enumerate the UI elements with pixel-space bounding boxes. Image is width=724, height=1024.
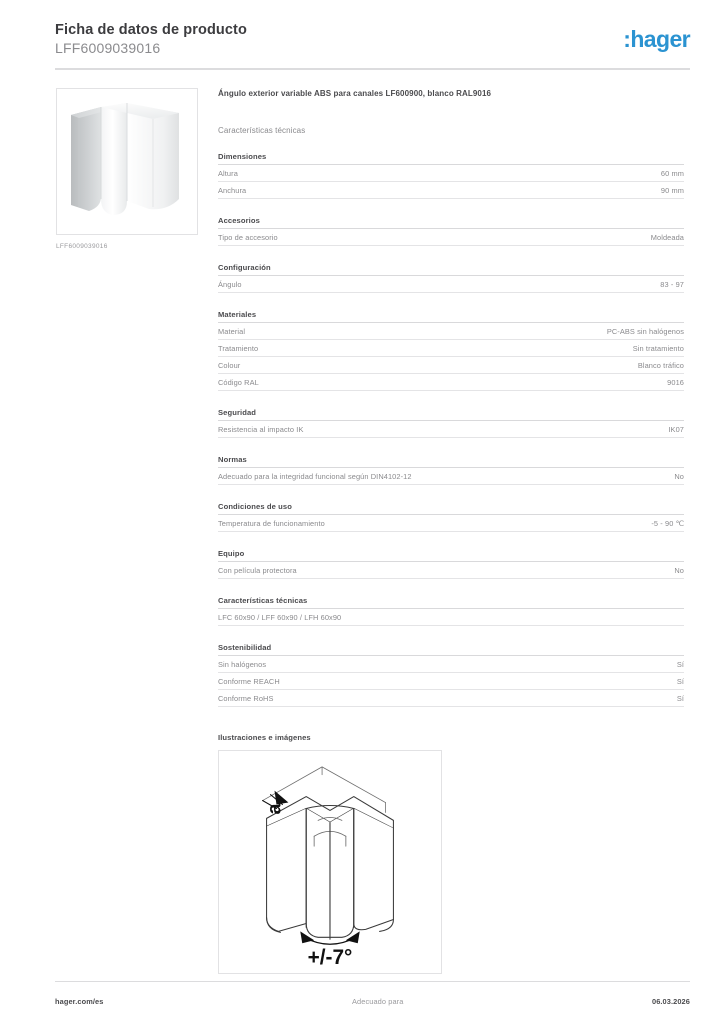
- page-title: Ficha de datos de producto: [55, 22, 247, 38]
- spec-row: [218, 421, 684, 438]
- spec-key: Tratamiento: [218, 343, 259, 353]
- dimension-arrow-a: [275, 791, 289, 805]
- spec-row: [218, 468, 684, 485]
- spec-key: Colour: [218, 360, 241, 370]
- spec-key: Ángulo: [218, 279, 242, 289]
- spec-value: Sí: [676, 659, 684, 669]
- spec-key: Con película protectora: [218, 565, 297, 575]
- spec-value: Moldeada: [650, 232, 684, 242]
- spec-value: PC-ABS sin halógenos: [606, 326, 684, 336]
- product-photo-caption: LFF6009039016: [56, 243, 108, 250]
- spec-key: Anchura: [218, 185, 247, 195]
- footer-date: 06.03.2026: [651, 997, 690, 1006]
- spec-value: Sin tratamiento: [632, 343, 684, 353]
- spec-group-title: Condiciones de uso: [218, 502, 684, 515]
- page-footer: [55, 997, 690, 1006]
- spec-row: [218, 515, 684, 532]
- specification-groups: [218, 152, 684, 707]
- footer-note: Adecuado para: [352, 997, 404, 1006]
- spec-row: [218, 357, 684, 374]
- product-photo-image: [57, 89, 198, 235]
- spec-row: [218, 374, 684, 391]
- spec-row: [218, 182, 684, 199]
- spec-group: [218, 549, 684, 579]
- spec-group-title: Características técnicas: [218, 596, 684, 609]
- spec-group-title: Materiales: [218, 310, 684, 323]
- angle-annotation: +/-7°: [307, 946, 353, 970]
- spec-group: [218, 216, 684, 246]
- spec-value: No: [674, 565, 684, 575]
- spec-value: No: [674, 471, 684, 481]
- spec-group: [218, 596, 684, 626]
- spec-value: Sí: [676, 676, 684, 686]
- spec-key: Código RAL: [218, 377, 259, 387]
- technical-characteristics-intro: Características técnicas: [218, 126, 306, 135]
- spec-group-title: Normas: [218, 455, 684, 468]
- spec-group-title: Sostenibilidad: [218, 643, 684, 656]
- spec-value: 83 - 97: [660, 279, 684, 289]
- spec-group: [218, 643, 684, 707]
- spec-value: Sí: [676, 693, 684, 703]
- footer-divider: [55, 981, 690, 982]
- footer-website[interactable]: hager.com/es: [55, 997, 104, 1006]
- spec-row: [218, 229, 684, 246]
- illustration-box: [218, 750, 442, 974]
- spec-value: 90 mm: [660, 185, 684, 195]
- spec-row: [218, 690, 684, 707]
- spec-key: Adecuado para la integridad funcional según DIN4102-12: [218, 471, 412, 481]
- spec-row: [218, 656, 684, 673]
- spec-row: [218, 673, 684, 690]
- spec-value: 60 mm: [660, 168, 684, 178]
- dimension-label-a: a: [263, 803, 286, 815]
- spec-value: Blanco tráfico: [637, 360, 684, 370]
- title-block: [55, 22, 247, 57]
- spec-value: IK07: [668, 424, 684, 434]
- spec-key: Material: [218, 326, 246, 336]
- spec-row: [218, 340, 684, 357]
- spec-key: Conforme REACH: [218, 676, 280, 686]
- spec-key: Resistencia al impacto IK: [218, 424, 304, 434]
- spec-group-title: Dimensiones: [218, 152, 684, 165]
- spec-key: Conforme RoHS: [218, 693, 274, 703]
- spec-row: [218, 276, 684, 293]
- spec-row: [218, 165, 684, 182]
- spec-key: Sin halógenos: [218, 659, 267, 669]
- spec-group-title: Configuración: [218, 263, 684, 276]
- spec-row: [218, 562, 684, 579]
- spec-key: LFC 60x90 / LFF 60x90 / LFH 60x90: [218, 612, 342, 622]
- page-header: [55, 22, 690, 70]
- spec-group: [218, 263, 684, 293]
- spec-group: [218, 408, 684, 438]
- spec-value: 9016: [667, 377, 684, 387]
- technical-drawing: [219, 751, 441, 973]
- spec-group-title: Equipo: [218, 549, 684, 562]
- spec-value: -5 - 90 ℃: [651, 518, 684, 528]
- spec-group: [218, 310, 684, 391]
- spec-group-title: Accesorios: [218, 216, 684, 229]
- spec-key: Altura: [218, 168, 238, 178]
- hager-logo: [623, 28, 690, 51]
- spec-group: [218, 152, 684, 199]
- spec-row: [218, 609, 684, 626]
- spec-row: [218, 323, 684, 340]
- product-description: Ángulo exterior variable ABS para canales LF600900, blanco RAL9016: [218, 89, 492, 98]
- product-photo: [56, 88, 198, 235]
- illustrations-heading: Ilustraciones e imágenes: [218, 733, 311, 742]
- spec-key: Tipo de accesorio: [218, 232, 278, 242]
- spec-group: [218, 502, 684, 532]
- main-content: [218, 88, 684, 974]
- header-divider: [55, 68, 690, 70]
- product-reference: LFF6009039016: [55, 40, 161, 56]
- spec-group: [218, 455, 684, 485]
- hager-logo-text: :hager: [623, 26, 690, 52]
- spec-group-title: Seguridad: [218, 408, 684, 421]
- spec-key: Temperatura de funcionamiento: [218, 518, 325, 528]
